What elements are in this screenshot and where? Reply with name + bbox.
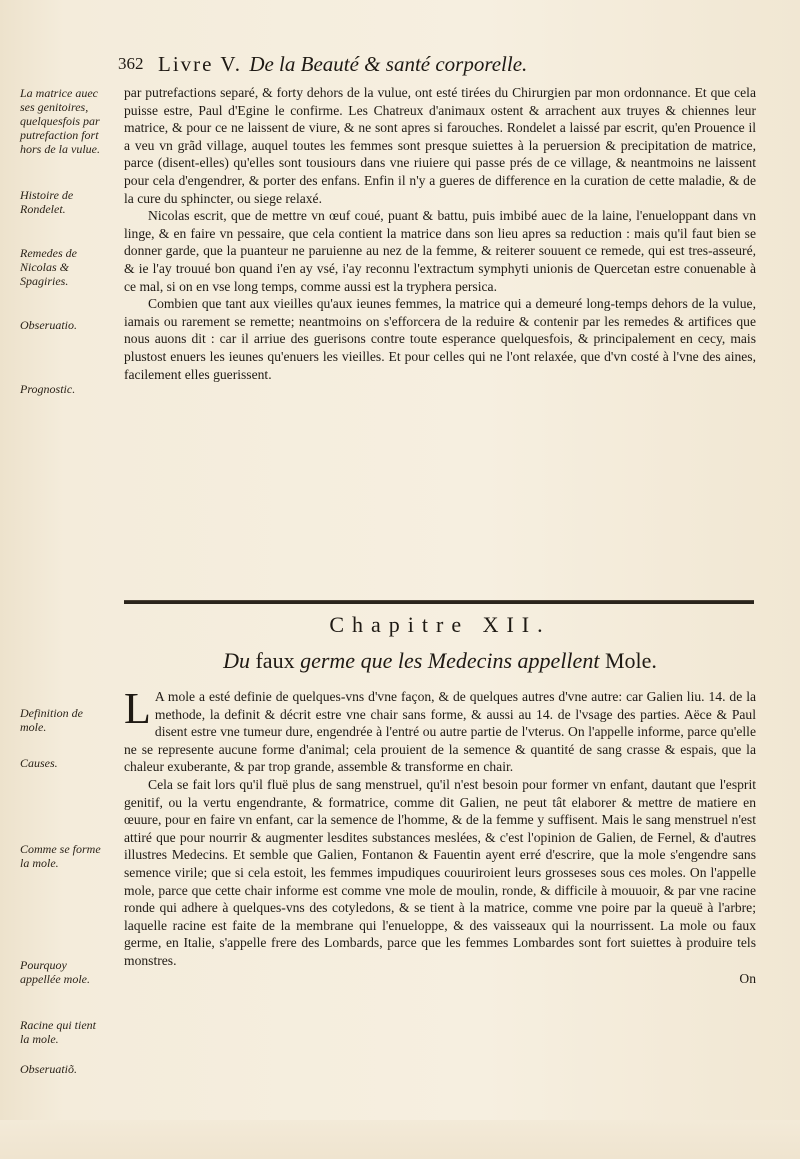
subtitle-word: faux — [255, 648, 295, 673]
chapter-subtitle — [124, 648, 756, 674]
body-text-chapter — [124, 684, 756, 987]
margin-note-definition: Definition de mole. — [20, 706, 83, 734]
subtitle-italic-1: germe — [300, 648, 356, 673]
section-rule — [124, 600, 754, 604]
drop-cap: L — [124, 684, 151, 733]
chapter-heading: Chapitre XII. — [329, 612, 551, 637]
margin-note-causes: Causes. — [20, 756, 58, 770]
catchword: On — [739, 970, 756, 986]
subtitle-end: Mole. — [604, 648, 657, 673]
body-text-top — [124, 84, 756, 383]
page-bottom-edge — [0, 1120, 800, 1159]
paragraph — [124, 684, 756, 776]
paragraph: Nicolas escrit, que de mettre vn œuf coué, puant & battu, puis imbibé auec de la laine, l'enueloppant dans vn linge, & en faire vn pessaire, que cela contient la matrice dans son lieu apres sa reduction : mais qu'il faut bien se donner garde, que la puanteur ne paruienne au nez de la femme, & reiterer souuent ce remede, qui est tres-asseuré, & ie l'ay trouué bon quand i'en ay vsé, i'ay reconnu l'extractum symphyti unionis de Quercetan estre conuenable à ce mal, si on en vse long temps, comme aussi est la tryphera persica. — [124, 208, 756, 294]
margin-note-obseruatio: Obseruatio. — [20, 318, 77, 332]
page-header — [118, 52, 758, 82]
margin-note-obseruatio-2: Obseruatiõ. — [20, 1062, 77, 1076]
margin-note-rondelet: Histoire de Rondelet. — [20, 188, 74, 216]
page-number: 362 — [118, 54, 144, 73]
running-title-book: Livre V. — [158, 52, 243, 76]
margin-note-prognostic: Prognostic. — [20, 382, 76, 396]
margin-note-racine: Racine qui tient la mole. — [20, 1018, 96, 1046]
margin-note-matrice: La matrice auec ses genitoires, quelquesfois par putrefaction fort hors de la vulue. — [20, 86, 100, 156]
margin-note-remedes: Remedes de Nicolas & Spagiries. — [20, 246, 77, 288]
running-title-subject: De la Beauté & santé corporelle. — [249, 52, 528, 76]
paragraph: Cela se fait lors qu'il fluë plus de sang menstruel, qu'il n'est besoin pour former vn enfant, dautant que l'esprit genitif, ou la vertu engendrante, & formatrice, comme dit Galien, ne peut tât elaborer & mettre de matiere en œuure, pour en faire vn enfant, car la semence de l'homme, & de la femme y suffisent. Mais le sang menstruel n'est attiré que pour nourrir & augmenter lesdites substances meslées, & c'est l'opinion de Galien, de Fernel, & d'autres illustres Medecins. Et semble que Galien, Fontanon & Fauentin ayent erré d'escrire, que la mole s'engendre sans semence virile; que si cela estoit, les femmes impudiques couuriroient leurs grosseses sous ces moles. On l'appelle mole, parce que cette chair informe est comme vne mole de moulin, ronde, & difficile à mouuoir, & par vne racine ronde qui adhere à quelques-vns des cotyledons, & se tient à la matrice, comme vne poire par la queuë à l'arbre; laquelle racine est faite de la membrane qui l'enueloppe, & des vaisseaux qui la nourrissent. La mole ou faux germe, en Italie, s'appelle frere des Lombards, parce que les femmes Lombardes sont fort suiettes à produire tels monstres. — [124, 776, 756, 968]
subtitle-italic-2: que les Medecins appellent — [360, 648, 600, 673]
paragraph-text: A mole a esté definie de quelques-vns d'vne façon, & de quelques autres d'vne autre: car Galien liu. 14. de la methode, la definit & décrit estre vne chair sans forme, & aussi au 14. de l'vsage des parties. Aëce & Paul disent estre vne tumeur dure, engendrée à l'entré ou autre partie de l'vterus. On l'appelle informe, parce qu'elle ne se represente aucune forme d'animal; cela prouient de la semence & quantité de sang crasse & espais, que la chaleur exuberante, & par trop grande, assemble & transforme en chair. — [124, 689, 756, 775]
paragraph: par putrefactions separé, & forty dehors de la vulue, ont esté tirées du Chirurgien par mon ordonnance. Et que cela puisse estre, Paul d'Egine le confirme. Les Chatreux d'animaux ostent & arrachent aux truyes & chiennes leur matrice, & pour ce ne laissent de viure, & ne sont apres si farouches. Rondelet a laissé par escrit, qu'en Prouence il a veu vn grãd village, auquel toutes les femmes sont presque suiettes à la peruersion & precipitation de matrice, parce (disent-elles) qu'elles sont tousiours dans vne riuiere qui passe prés de ce village, & neantmoins ne laissent pour cela d'engendrer, & porter des enfans. Enfin il n'y a gueres de difference en la curation de cette maladie, & de la cure du sphincter, ou siege relaxé. — [124, 85, 756, 206]
running-title — [158, 52, 527, 77]
subtitle-prefix: Du — [223, 648, 250, 673]
paragraph: Combien que tant aux vieilles qu'aux ieunes femmes, la matrice qui a demeuré long-temps dehors de la vulue, iamais ou rarement se remette; neantmoins on s'efforcera de la reduire & contenir par les remedes & artifices que nous auons dit : car il arriue des guerisons contre toute esperance quelquesfois, & principalement en cecy, mais plustost enuers les ieunes qu'enuers les vieilles. Et pour celles qui ne l'ont relaxée, que d'vn costé à l'vne des aines, facilement elles guerissent. — [124, 296, 756, 382]
margin-note-pourquoy: Pourquoy appellée mole. — [20, 958, 90, 986]
margin-note-comme: Comme se forme la mole. — [20, 842, 101, 870]
